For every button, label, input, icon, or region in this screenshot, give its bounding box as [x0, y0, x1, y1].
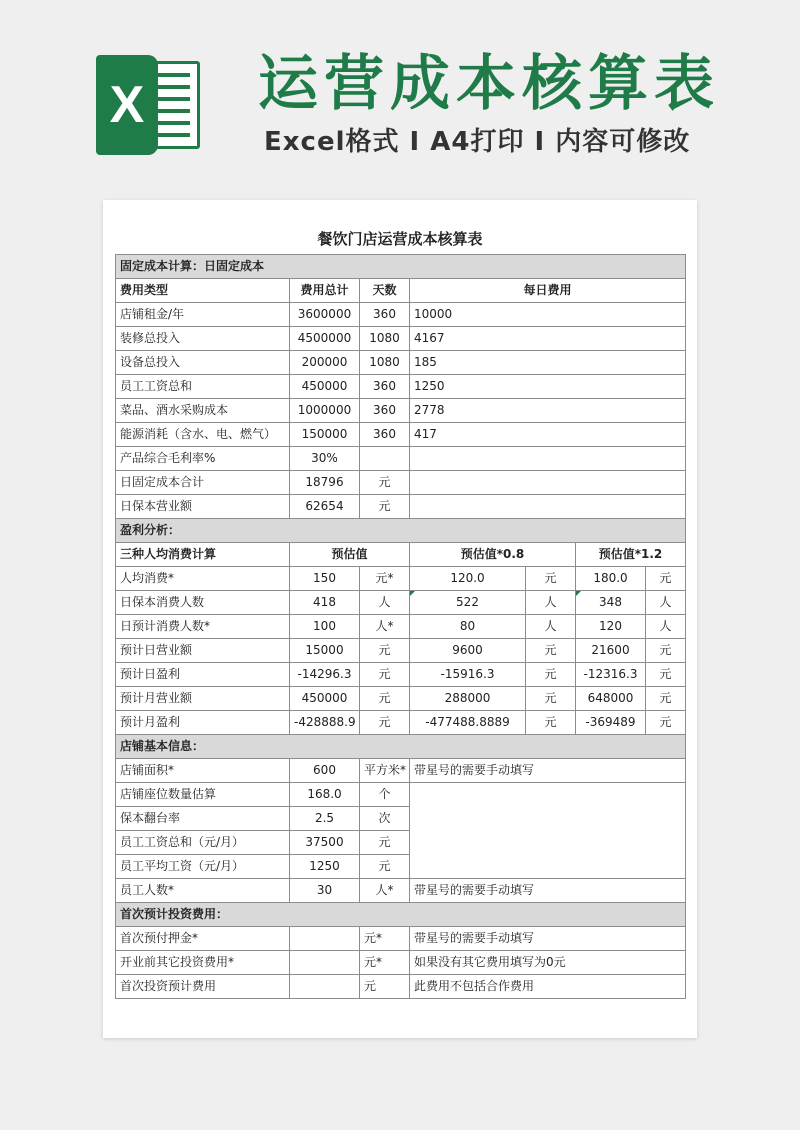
section-investment [116, 903, 686, 927]
cell-unit[interactable]: 元 [526, 663, 576, 687]
cell-unit[interactable]: 元* [360, 927, 410, 951]
cell-unit[interactable]: 元 [646, 663, 686, 687]
margin-rate-value[interactable]: 30% [290, 447, 360, 471]
cell-daily[interactable]: 10000 [410, 303, 686, 327]
cell-estimate-high[interactable]: 180.0 [576, 567, 646, 591]
cell-unit[interactable]: 元 [646, 639, 686, 663]
cell-estimate-low[interactable]: 120.0 [410, 567, 526, 591]
table-row[interactable] [116, 615, 686, 639]
cost-table [115, 254, 686, 999]
column-header: 预估值*0.8 [410, 543, 576, 567]
section-profit [116, 519, 686, 543]
cell-note-merged[interactable] [410, 783, 686, 879]
cell-note[interactable]: 带星号的需要手动填写 [410, 927, 686, 951]
column-header: 预估值 [290, 543, 410, 567]
cell-unit[interactable]: 元* [360, 951, 410, 975]
daily-fixed-total-value[interactable]: 18796 [290, 471, 360, 495]
cell-note[interactable]: 如果没有其它费用填写为0元 [410, 951, 686, 975]
cell-value[interactable]: 30 [290, 879, 360, 903]
cell-unit[interactable]: 元 [526, 567, 576, 591]
row-label: 预计日营业额 [116, 639, 290, 663]
cell-days[interactable]: 360 [360, 399, 410, 423]
excel-logo-icon [96, 55, 206, 155]
row-label: 员工工资总和 [116, 375, 290, 399]
cell-unit[interactable]: 个 [360, 783, 410, 807]
cell-value[interactable] [290, 951, 360, 975]
sheet-title: 餐饮门店运营成本核算表 [317, 230, 483, 248]
cell-daily[interactable]: 417 [410, 423, 686, 447]
section-header: 店铺基本信息： [116, 735, 686, 759]
cell-estimate-high[interactable]: -12316.3 [576, 663, 646, 687]
row-label: 日保本营业额 [116, 495, 290, 519]
cell-value[interactable]: 168.0 [290, 783, 360, 807]
table-row[interactable] [116, 639, 686, 663]
column-header: 费用总计 [290, 279, 360, 303]
empty-cell[interactable] [410, 495, 686, 519]
section-store-info [116, 735, 686, 759]
cell-total[interactable]: 1000000 [290, 399, 360, 423]
table-row[interactable] [116, 951, 686, 975]
table-row[interactable] [116, 975, 686, 999]
banner-subtitle: Excel格式 I A4打印 I 内容可修改 [264, 127, 691, 157]
cell-days[interactable]: 360 [360, 423, 410, 447]
cell-daily[interactable]: 2778 [410, 399, 686, 423]
cell-daily[interactable]: 1250 [410, 375, 686, 399]
cell-daily[interactable]: 4167 [410, 327, 686, 351]
section-header: 首次预计投资费用： [116, 903, 686, 927]
section-header: 盈利分析： [116, 519, 686, 543]
row-label: 首次预付押金* [116, 927, 290, 951]
table-row[interactable] [116, 327, 686, 351]
table-row[interactable] [116, 423, 686, 447]
table-row[interactable] [116, 351, 686, 375]
column-header: 费用类型 [116, 279, 290, 303]
row-label: 首次投资预计费用 [116, 975, 290, 999]
banner [0, 0, 800, 200]
row-label: 日预计消费人数* [116, 615, 290, 639]
table-row[interactable] [116, 495, 686, 519]
cell-estimate-low[interactable]: -15916.3 [410, 663, 526, 687]
cell-value[interactable]: 37500 [290, 831, 360, 855]
cell-days[interactable]: 360 [360, 303, 410, 327]
column-header: 预估值*1.2 [576, 543, 686, 567]
cell-unit[interactable]: 人 [360, 591, 410, 615]
cell-unit[interactable]: 人 [526, 615, 576, 639]
cell-value[interactable]: 600 [290, 759, 360, 783]
table-row[interactable] [116, 783, 686, 807]
column-header: 三种人均消费计算 [116, 543, 290, 567]
cell-unit[interactable]: 元 [646, 711, 686, 735]
table-row[interactable] [116, 759, 686, 783]
cell-days[interactable]: 360 [360, 375, 410, 399]
table-row[interactable] [116, 399, 686, 423]
cell-unit[interactable]: 元 [360, 639, 410, 663]
cell-estimate-low[interactable]: 522 [410, 591, 526, 615]
cell-estimate-low[interactable]: 80 [410, 615, 526, 639]
cell-unit[interactable]: 人* [360, 879, 410, 903]
row-label: 店铺租金/年 [116, 303, 290, 327]
cell-unit[interactable]: 元 [526, 687, 576, 711]
row-label: 开业前其它投资费用* [116, 951, 290, 975]
cell-unit[interactable]: 元 [360, 711, 410, 735]
cell-value[interactable]: 2.5 [290, 807, 360, 831]
section-fixed-cost [116, 255, 686, 279]
cell-value[interactable]: 1250 [290, 855, 360, 879]
cell-note[interactable]: 带星号的需要手动填写 [410, 879, 686, 903]
table-row[interactable] [116, 375, 686, 399]
cell-estimate[interactable]: 418 [290, 591, 360, 615]
row-label: 能源消耗（含水、电、燃气） [116, 423, 290, 447]
table-row[interactable] [116, 591, 686, 615]
table-row[interactable] [116, 303, 686, 327]
excel-x-icon: X [96, 55, 158, 155]
cell-estimate[interactable]: -428888.9 [290, 711, 360, 735]
cell-unit[interactable]: 人 [646, 615, 686, 639]
row-label: 预计月营业额 [116, 687, 290, 711]
cell-days[interactable]: 1080 [360, 351, 410, 375]
column-header: 天数 [360, 279, 410, 303]
cell-unit[interactable]: 人* [360, 615, 410, 639]
cell-estimate[interactable]: 150 [290, 567, 360, 591]
row-label: 保本翻台率 [116, 807, 290, 831]
cell-estimate-high[interactable]: 21600 [576, 639, 646, 663]
cell-daily[interactable]: 185 [410, 351, 686, 375]
table-row[interactable] [116, 447, 686, 471]
row-label: 店铺面积* [116, 759, 290, 783]
cell-unit[interactable]: 元 [646, 687, 686, 711]
cell-unit[interactable]: 元 [646, 567, 686, 591]
row-label: 菜品、酒水采购成本 [116, 399, 290, 423]
cell-note[interactable]: 此费用不包括合作费用 [410, 975, 686, 999]
cell-estimate-high[interactable]: -369489 [576, 711, 646, 735]
row-label: 预计月盈利 [116, 711, 290, 735]
cell-estimate[interactable]: -14296.3 [290, 663, 360, 687]
row-label: 日固定成本合计 [116, 471, 290, 495]
banner-title: 运营成本核算表 [258, 49, 720, 119]
table-row[interactable] [116, 687, 686, 711]
row-label: 人均消费* [116, 567, 290, 591]
cell-estimate-high[interactable]: 348 [576, 591, 646, 615]
unit-cell[interactable]: 元 [360, 471, 410, 495]
cell-unit[interactable]: 元 [360, 663, 410, 687]
cell-unit[interactable]: 元 [526, 639, 576, 663]
cell-unit[interactable]: 元 [360, 975, 410, 999]
row-label: 预计日盈利 [116, 663, 290, 687]
cell-estimate[interactable]: 15000 [290, 639, 360, 663]
cell-total[interactable]: 4500000 [290, 327, 360, 351]
cell-unit[interactable]: 次 [360, 807, 410, 831]
row-label: 装修总投入 [116, 327, 290, 351]
cell-estimate[interactable]: 450000 [290, 687, 360, 711]
table-row[interactable] [116, 567, 686, 591]
row-label: 员工平均工资（元/月） [116, 855, 290, 879]
cell-unit[interactable]: 元 [360, 855, 410, 879]
cell-unit[interactable]: 平方米* [360, 759, 410, 783]
cell-total[interactable]: 3600000 [290, 303, 360, 327]
table-header-row [116, 279, 686, 303]
cell-unit[interactable]: 元* [360, 567, 410, 591]
cell-days[interactable]: 1080 [360, 327, 410, 351]
row-label: 员工工资总和（元/月） [116, 831, 290, 855]
cell-estimate-high[interactable]: 120 [576, 615, 646, 639]
cell-estimate-low[interactable]: 9600 [410, 639, 526, 663]
cell-estimate-low[interactable]: -477488.8889 [410, 711, 526, 735]
cell-estimate[interactable]: 100 [290, 615, 360, 639]
cell-note[interactable]: 带星号的需要手动填写 [410, 759, 686, 783]
empty-cell[interactable] [360, 447, 410, 471]
empty-cell[interactable] [410, 471, 686, 495]
column-header: 每日费用 [410, 279, 686, 303]
cell-total[interactable]: 200000 [290, 351, 360, 375]
table-row[interactable] [116, 663, 686, 687]
cell-estimate-low[interactable]: 288000 [410, 687, 526, 711]
document-page [103, 200, 697, 1038]
cell-estimate-high[interactable]: 648000 [576, 687, 646, 711]
cell-unit[interactable]: 人 [526, 591, 576, 615]
table-header-row [116, 543, 686, 567]
table-row[interactable] [116, 711, 686, 735]
cell-unit[interactable]: 元 [360, 687, 410, 711]
cell-total[interactable]: 450000 [290, 375, 360, 399]
unit-cell[interactable]: 元 [360, 495, 410, 519]
cell-unit[interactable]: 元 [526, 711, 576, 735]
table-row[interactable] [116, 879, 686, 903]
table-row[interactable] [116, 927, 686, 951]
row-label: 设备总投入 [116, 351, 290, 375]
section-header: 固定成本计算：日固定成本 [116, 255, 686, 279]
row-label: 员工人数* [116, 879, 290, 903]
cell-value[interactable] [290, 927, 360, 951]
row-label: 产品综合毛利率% [116, 447, 290, 471]
row-label: 店铺座位数量估算 [116, 783, 290, 807]
table-row[interactable] [116, 471, 686, 495]
daily-breakeven-value[interactable]: 62654 [290, 495, 360, 519]
cell-total[interactable]: 150000 [290, 423, 360, 447]
row-label: 日保本消费人数 [116, 591, 290, 615]
empty-cell[interactable] [410, 447, 686, 471]
cell-unit[interactable]: 人 [646, 591, 686, 615]
cell-unit[interactable]: 元 [360, 831, 410, 855]
cell-value[interactable] [290, 975, 360, 999]
